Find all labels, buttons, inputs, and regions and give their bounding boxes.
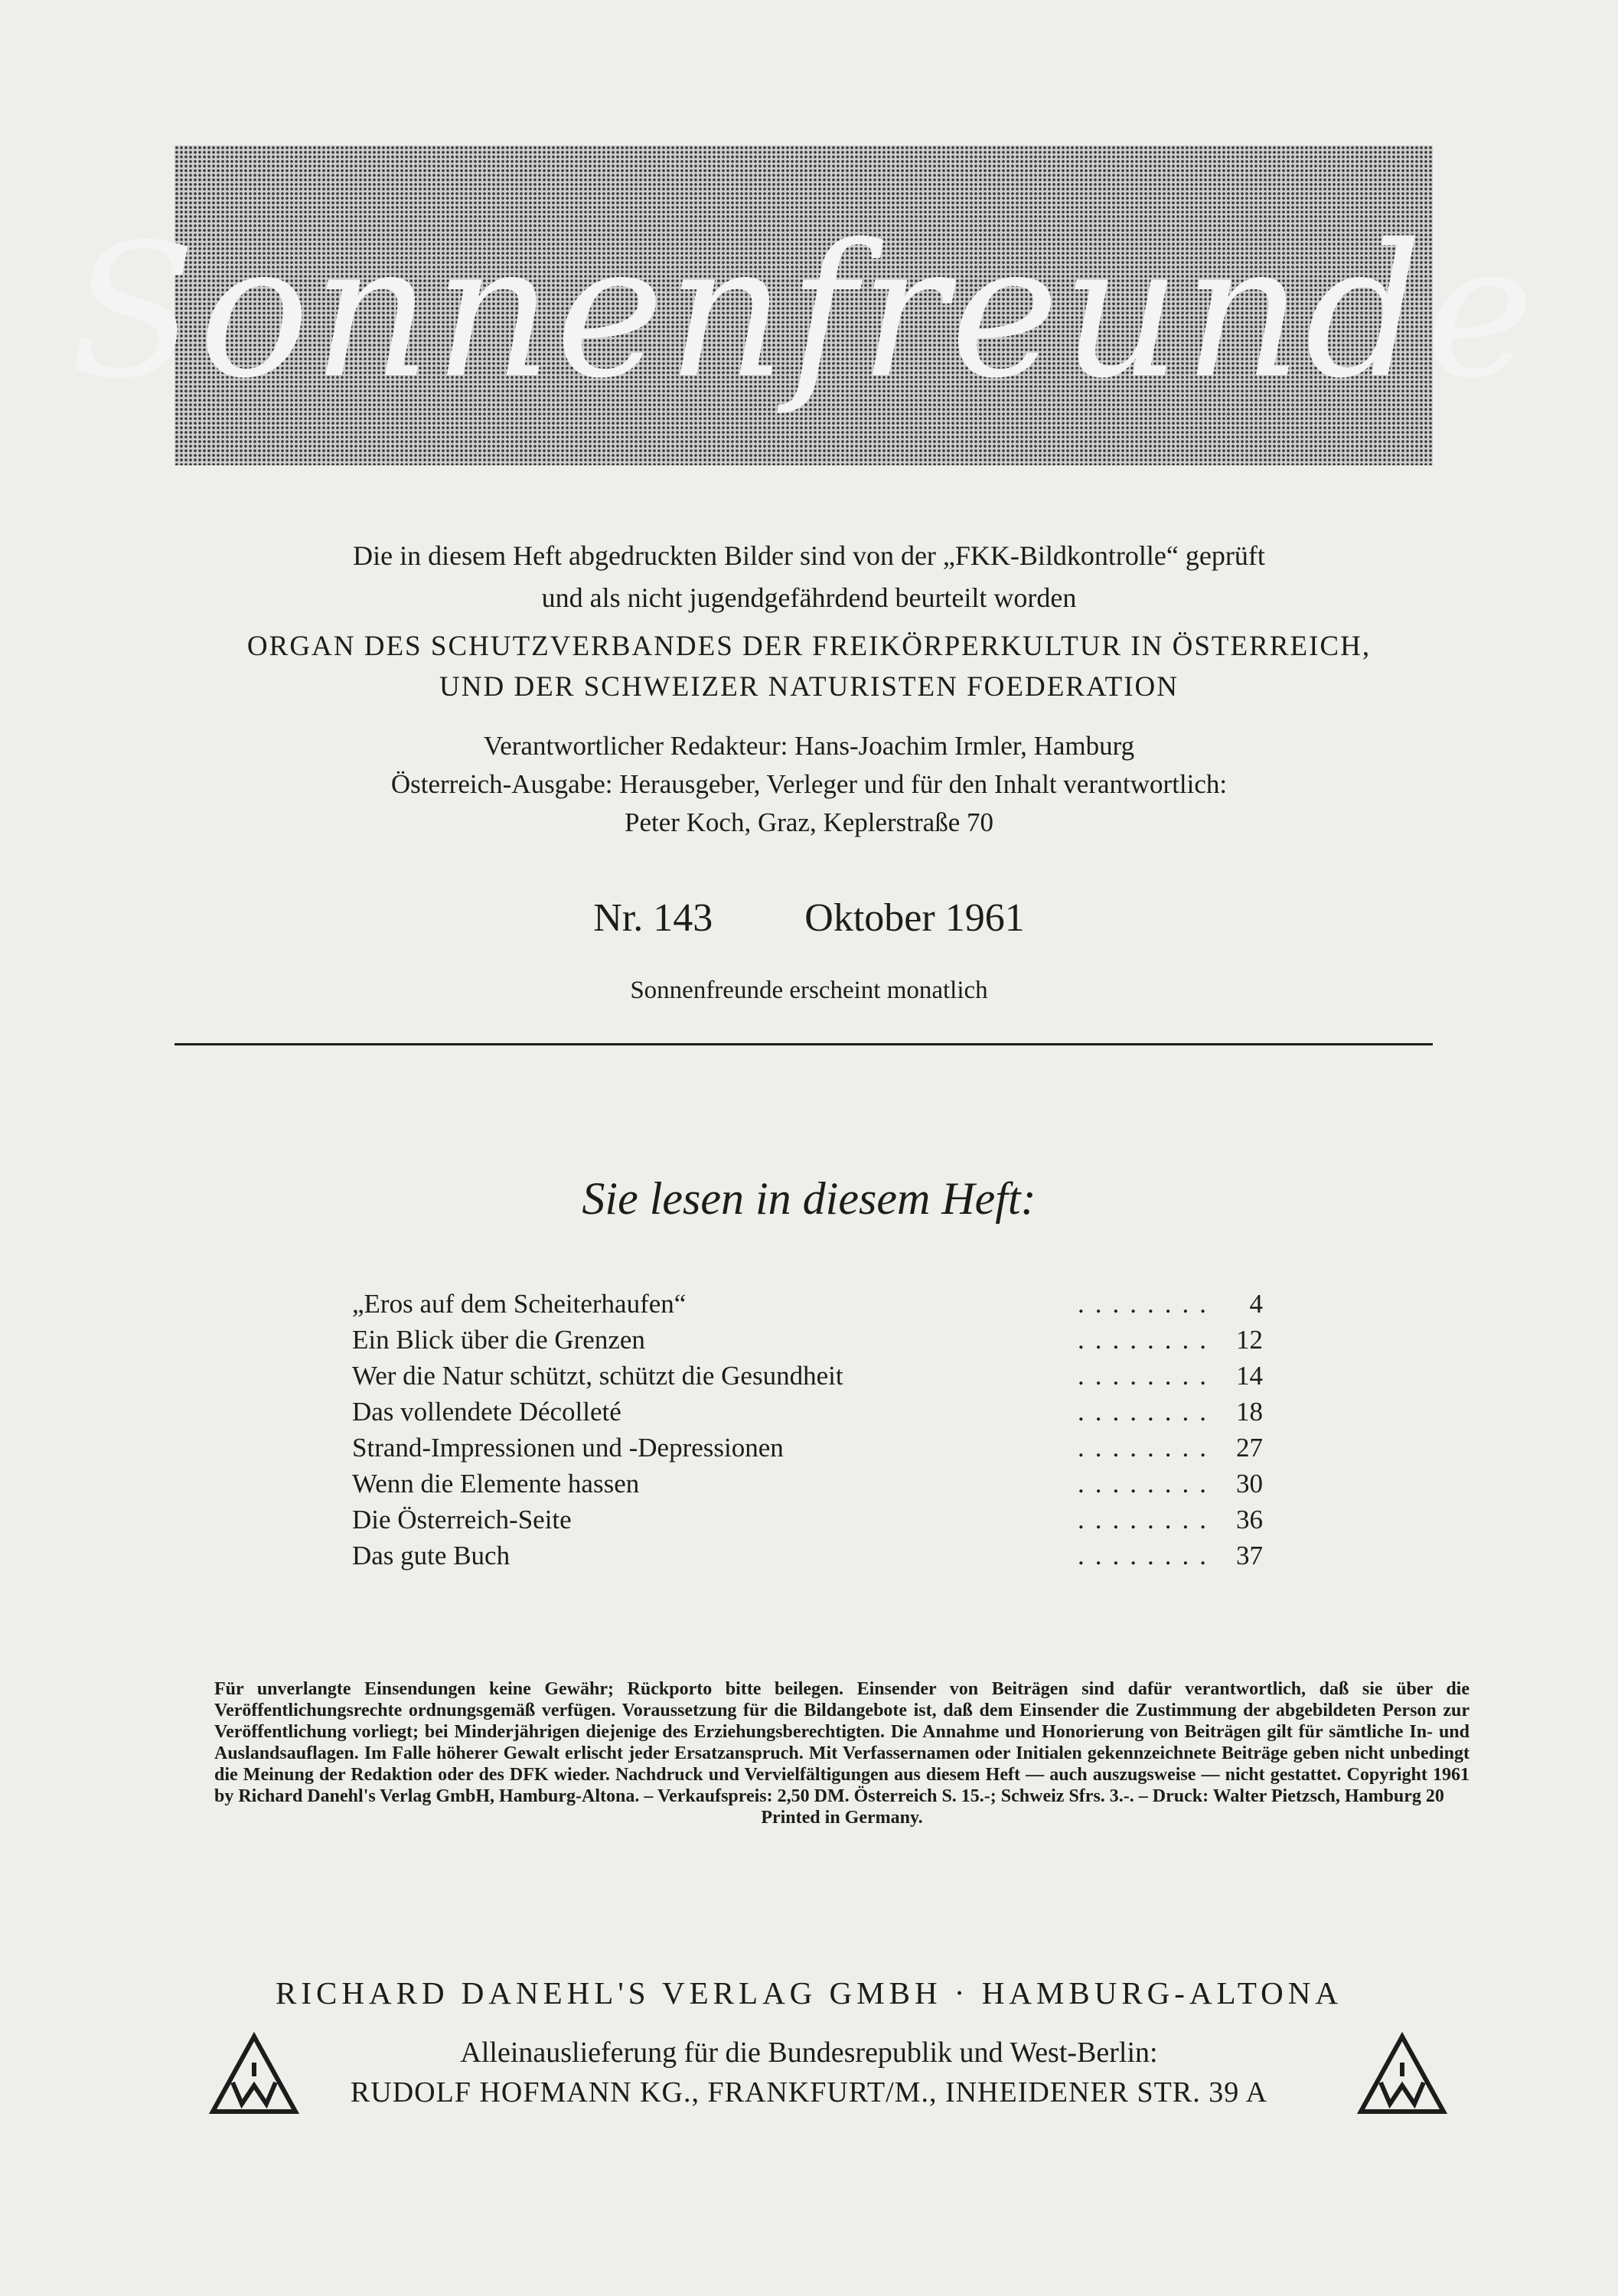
toc-heading: Sie lesen in diesem Heft: — [582, 1173, 1036, 1224]
toc-entry-page: 12 — [1236, 1325, 1263, 1355]
publisher-name: RICHARD DANEHL'S VERLAG GMBH · HAMBURG-ALTONA — [276, 1975, 1342, 2011]
toc-leader-dots: ........ — [1078, 1325, 1217, 1355]
toc-entry-page: 18 — [1236, 1397, 1263, 1427]
toc-entry-page: 27 — [1236, 1433, 1263, 1463]
toc-entry — [352, 1502, 1263, 1538]
notice-line-1: Die in diesem Heft abgedruckten Bilder sind von der „FKK-Bildkontrolle“ geprüft — [353, 540, 1265, 571]
toc-entry-page: 14 — [1236, 1361, 1263, 1391]
organ-line-1: ORGAN DES SCHUTZVERBANDES DER FREIKÖRPERKULTUR IN ÖSTERREICH, — [246, 631, 1372, 662]
toc-entry — [352, 1430, 1263, 1466]
frequency-note: Sonnenfreunde erscheint monatlich — [630, 977, 988, 1004]
fine-print-body: Für unverlangte Einsendungen keine Gewähr; Rückporto bitte beilegen. Einsender von Beiträgen sind dafür verantwortlich, daß sie über die Veröffentlichungsrechte ordnungsgemäß verfügen. Voraussetzung für die Bildangebote ist, daß dem Einsender die Zustimmung der abgebildeten Person zur Veröffentlichung vorliegt; bei Minderjährigen diejenige des Erziehungsberechtigten. Die Annahme und Honorierung von Beiträgen gilt für sämtliche In- und Auslandsauflagen. Im Falle höherer Gewalt erlischt jeder Ersatzanspruch. Mit Verfassernamen oder Initialen gekennzeichnete Beiträge geben nicht unbedingt die Meinung der Redaktion oder des DFK wieder. Nachdruck und Vervielfältigungen aus diesem Heft — auch auszugsweise — nicht gestattet. Copyright 1961 by Richard Danehl's Verlag GmbH, Hamburg-Altona. – Verkaufspreis: 2,50 DM. Österreich S. 15.-; Schweiz Sfrs. 3.-. – Druck: Walter Pietzsch, Hamburg 20 — [214, 1679, 1470, 1806]
toc-entry — [352, 1466, 1263, 1502]
printed-in-germany: Printed in Germany. — [761, 1808, 923, 1828]
toc-entry — [352, 1322, 1263, 1358]
toc-entry-title: Ein Blick über die Grenzen — [352, 1325, 645, 1355]
toc-entry-title: Das vollendete Décolleté — [352, 1397, 621, 1427]
distribution-line-2: RUDOLF HOFMANN KG., FRANKFURT/M., INHEIDENER STR. 39 A — [350, 2076, 1268, 2108]
toc-leader-dots: ........ — [1078, 1505, 1217, 1534]
masthead-logo — [70, 145, 1538, 465]
distribution-line-1: Alleinauslieferung für die Bundesrepublik und West-Berlin: — [460, 2037, 1158, 2069]
austria-edition-line: Österreich-Ausgabe: Herausgeber, Verleger und für den Inhalt verantwortlich: — [390, 769, 1228, 799]
toc-entry-page: 37 — [1236, 1541, 1263, 1570]
editor-line: Verantwortlicher Redakteur: Hans-Joachim Irmler, Hamburg — [483, 731, 1135, 761]
toc-entry — [352, 1358, 1263, 1394]
toc-entry-title: Strand-Impressionen und -Depressionen — [352, 1433, 784, 1463]
toc-entry — [352, 1538, 1263, 1574]
table-of-contents — [352, 1286, 1263, 1574]
toc-leader-dots: ........ — [1078, 1397, 1217, 1427]
toc-leader-dots: ........ — [1078, 1433, 1217, 1463]
toc-entry-title: Wer die Natur schützt, schützt die Gesundheit — [352, 1361, 843, 1391]
organ-line-2: UND DER SCHWEIZER NATURISTEN FOEDERATION — [439, 671, 1179, 703]
toc-entry-title: Das gute Buch — [352, 1541, 511, 1570]
toc-entry-title: Die Österreich-Seite — [352, 1505, 572, 1534]
toc-entry — [352, 1394, 1263, 1430]
toc-entry-page: 30 — [1236, 1469, 1263, 1499]
masthead-banner — [70, 145, 1538, 465]
issue-line — [0, 895, 1618, 941]
toc-leader-dots: ........ — [1078, 1469, 1217, 1499]
toc-leader-dots: ........ — [1078, 1361, 1217, 1391]
toc-entry-title: „Eros auf dem Scheiterhaufen“ — [352, 1289, 687, 1319]
toc-leader-dots: ........ — [1078, 1289, 1217, 1319]
issue-date: Oktober 1961 — [804, 896, 1025, 940]
masthead-title: Sonnenfreunde — [70, 204, 1538, 419]
fine-print — [214, 1678, 1470, 1828]
distributor-triangle-logo-icon — [1356, 2032, 1448, 2116]
toc-leader-dots: ........ — [1078, 1541, 1217, 1570]
toc-entry-page: 36 — [1236, 1505, 1263, 1534]
divider — [175, 1043, 1433, 1045]
toc-entry-page: 4 — [1249, 1289, 1263, 1319]
issue-number: Nr. 143 — [593, 896, 713, 940]
austria-publisher-address: Peter Koch, Graz, Keplerstraße 70 — [624, 807, 994, 837]
toc-entry-title: Wenn die Elemente hassen — [352, 1469, 640, 1499]
toc-entry — [352, 1286, 1263, 1322]
notice-line-2: und als nicht jugendgefährdend beurteilt worden — [541, 582, 1077, 613]
